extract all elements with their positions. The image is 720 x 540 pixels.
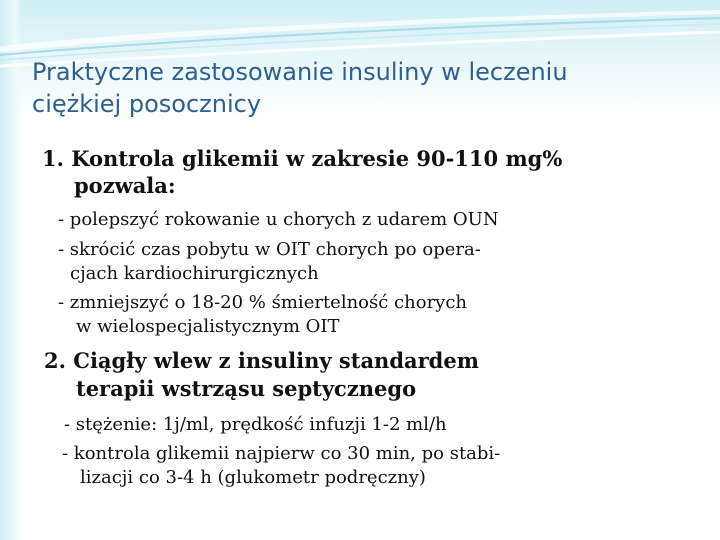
point-1-item-3: - zmniejszyć o 18-20 % śmiertelność chorych xyxy=(58,292,468,313)
point-1-item-2-continued: cjach kardiochirurgicznych xyxy=(70,263,319,284)
point-1-item-3-continued: w wielospecjalistycznym OIT xyxy=(76,316,340,337)
slide-title-line-1: Praktyczne zastosowanie insuliny w leczeniu xyxy=(32,58,568,86)
point-1-item-2: - skrócić czas pobytu w OIT chorych po opera- xyxy=(58,239,481,260)
point-2-item-2: - kontrola glikemii najpierw co 30 min, po stabi- xyxy=(62,443,501,464)
point-2-item-1: - stężenie: 1j/ml, prędkość infuzji 1-2 ml/h xyxy=(64,414,447,435)
point-1-heading-line-2: pozwala: xyxy=(74,173,176,198)
point-1-heading-line-1: 1. Kontrola glikemii w zakresie 90-110 mg% xyxy=(42,146,563,171)
point-2-item-2-continued: lizacji co 3-4 h (glukometr podręczny) xyxy=(80,467,426,488)
point-1-item-1: - polepszyć rokowanie u chorych z udarem OUN xyxy=(58,209,499,230)
slide-title-line-2: ciężkiej posocznicy xyxy=(32,90,262,118)
left-decorative-band xyxy=(0,0,22,540)
point-2-heading-line-1: 2. Ciągły wlew z insuliny standardem xyxy=(44,348,479,373)
point-2-heading-line-2: terapii wstrząsu septycznego xyxy=(76,376,417,401)
slide-title xyxy=(32,56,692,120)
